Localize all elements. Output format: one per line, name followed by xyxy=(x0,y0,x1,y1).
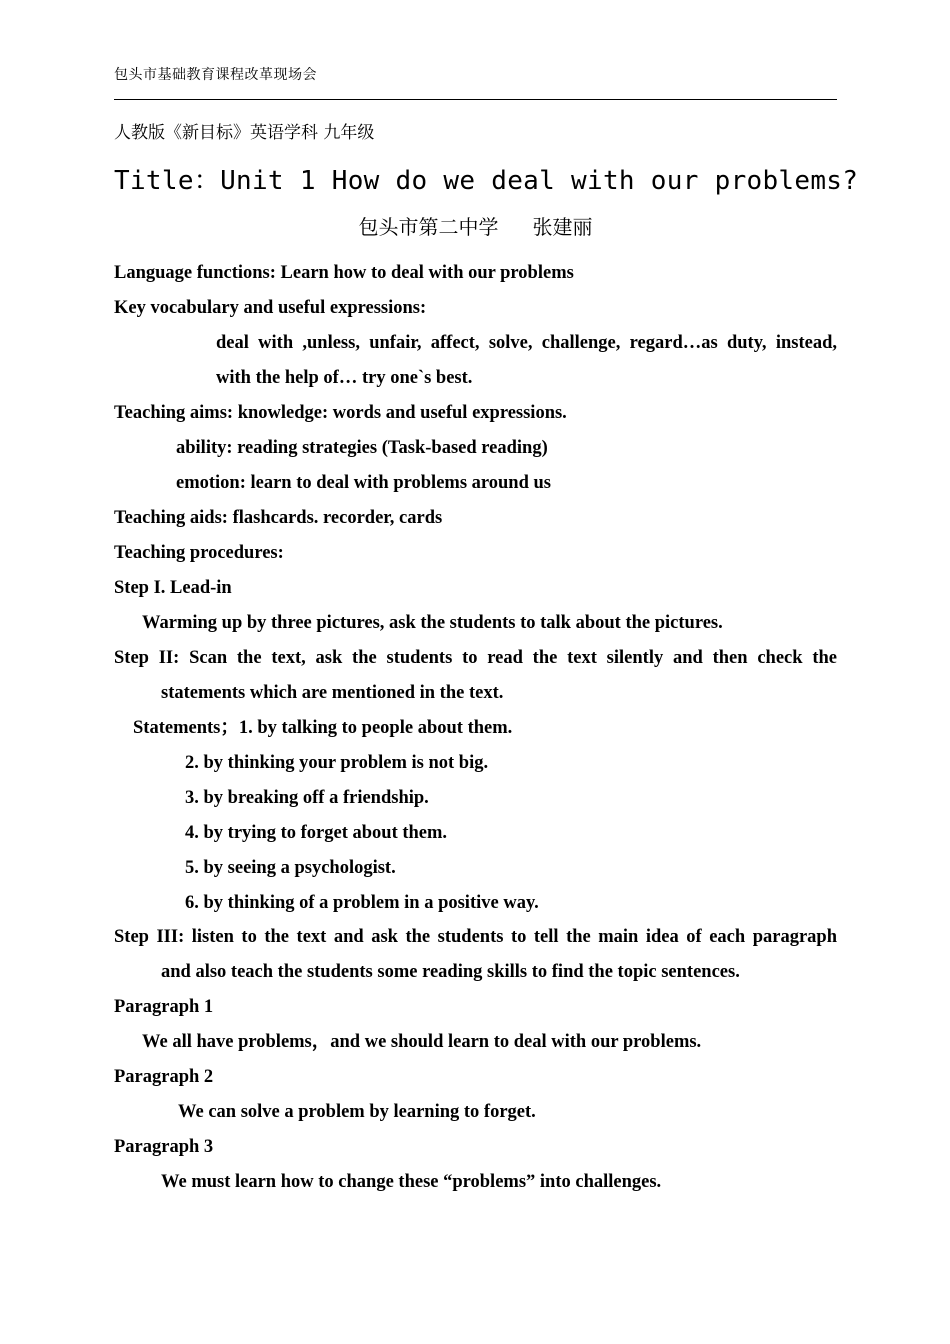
statement-1: Statements；1. by talking to people about them. xyxy=(133,718,513,738)
paragraph-3-heading: Paragraph 3 xyxy=(114,1137,214,1157)
document-page xyxy=(114,0,859,1344)
running-header: 包头市基础教育课程改革现场会 xyxy=(114,67,317,83)
statement-6: 6. by thinking of a problem in a positive way. xyxy=(185,893,539,913)
author-school: 包头市第二中学 xyxy=(358,215,499,239)
teaching-aids: Teaching aids: flashcards. recorder, cards xyxy=(114,508,443,528)
step-3-line-2: and also teach the students some reading skills to find the topic sentences. xyxy=(161,962,740,982)
author-name: 张建丽 xyxy=(532,215,593,239)
language-functions: Language functions: Learn how to deal with our problems xyxy=(114,263,574,283)
paragraph-2-body: We can solve a problem by learning to forget. xyxy=(178,1102,536,1122)
step-2-line-2: statements which are mentioned in the text. xyxy=(161,683,504,703)
document-title: Title：Unit 1 How do we deal with our problems? xyxy=(114,166,859,196)
statement-4: 4. by trying to forget about them. xyxy=(185,823,448,843)
step-3-line-1: Step III: listen to the text and ask the students to tell the main idea of each paragraph xyxy=(114,927,837,947)
teaching-aims-ability: ability: reading strategies (Task-based reading) xyxy=(176,438,548,458)
step-1-body: Warming up by three pictures, ask the students to talk about the pictures. xyxy=(142,613,723,633)
statement-3: 3. by breaking off a friendship. xyxy=(185,788,429,808)
step-2-line-1: Step II: Scan the text, ask the students to read the text silently and then check the xyxy=(114,648,837,668)
teaching-aims-knowledge: Teaching aims: knowledge: words and useful expressions. xyxy=(114,403,567,423)
key-vocabulary-heading: Key vocabulary and useful expressions: xyxy=(114,298,427,318)
teaching-aims-emotion: emotion: learn to deal with problems around us xyxy=(176,473,551,493)
vocabulary-line-1: deal with ,unless, unfair, affect, solve, challenge, regard…as duty, instead, xyxy=(216,333,837,353)
paragraph-1-heading: Paragraph 1 xyxy=(114,997,214,1017)
paragraph-2-heading: Paragraph 2 xyxy=(114,1067,214,1087)
step-1-heading: Step I. Lead-in xyxy=(114,578,232,598)
header-rule xyxy=(114,99,837,100)
teaching-procedures: Teaching procedures: xyxy=(114,543,284,563)
vocabulary-line-2: with the help of… try one`s best. xyxy=(216,368,473,388)
subject-line: 人教版《新目标》英语学科 九年级 xyxy=(114,123,375,143)
statement-2: 2. by thinking your problem is not big. xyxy=(185,753,489,773)
author-line xyxy=(114,211,837,240)
statement-5: 5. by seeing a psychologist. xyxy=(185,858,396,878)
paragraph-1-body: We all have problems，and we should learn to deal with our problems. xyxy=(142,1032,702,1052)
paragraph-3-body: We must learn how to change these “problems” into challenges. xyxy=(161,1172,662,1192)
